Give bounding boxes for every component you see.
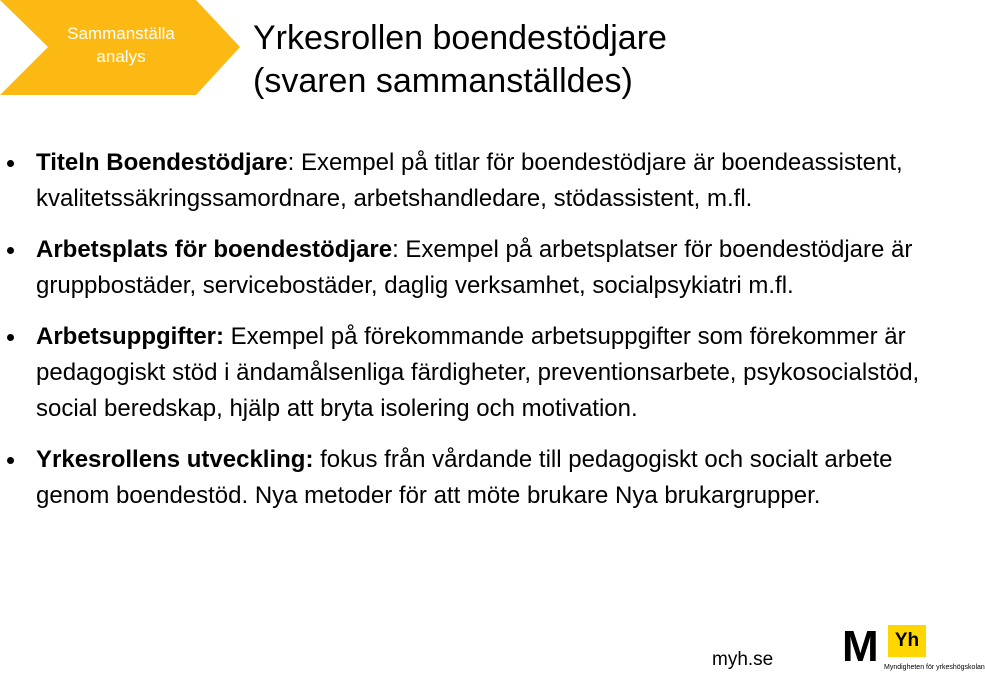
bullet-label: Arbetsuppgifter: [36,323,224,350]
bullet-label: Titeln Boendestödjare [36,149,288,176]
bullet-separator: : [287,149,301,176]
bullet-separator [224,323,231,350]
bullet-dot [7,457,14,464]
logo-letter: M [842,622,879,671]
bullet-text: Exempel på arbetsplatser för boendestödjare är gruppbostäder, servicebostäder, daglig verksamhet, socialpsykiatri m.fl. [36,236,913,299]
bullet-text: Exempel på förekommande arbetsuppgifter som förekommer är pedagogiskt stöd i ändamålsenliga färdigheter, preventionsarbete, psykosocialstöd, social beredskap, hjälp att bryta isolering och motivation. [36,323,920,422]
title-line-1: Yrkesrollen boendestödjare [253,19,667,57]
bullet-dot [7,247,14,254]
logo-badge: Yh [888,625,926,657]
bullet-list [0,145,960,529]
bullet-dot [7,160,14,167]
logo-subtitle: Myndigheten för yrkeshögskolan [884,664,985,671]
footer-site-link[interactable]: myh.se [712,649,774,670]
page-title [253,17,667,103]
bullet-item-tasks [0,319,960,427]
bullet-text: Exempel på titlar för boendestödjare är boendeassistent, kvalitetssäkringssamordnare, arbetshandledare, stödassistent, m.fl. [36,149,903,212]
bullet-item-development [0,442,960,514]
bullet-label: Arbetsplats för boendestödjare [36,236,393,263]
section-badge [0,0,240,95]
bullet-separator: : [392,236,406,263]
myh-logo [838,622,985,675]
bullet-item-workplace [0,232,960,304]
bullet-dot [7,334,14,341]
title-line-2: (svaren sammanställdes) [253,62,633,100]
bullet-label: Yrkesrollens utveckling: [36,446,314,473]
badge-label: Sammanställa analys [67,24,175,66]
bullet-text: fokus från vårdande till pedagogiskt och socialt arbete genom boendestöd. Nya metoder för att möte brukare Nya brukargrupper. [36,446,893,509]
bullet-item-title [0,145,960,217]
